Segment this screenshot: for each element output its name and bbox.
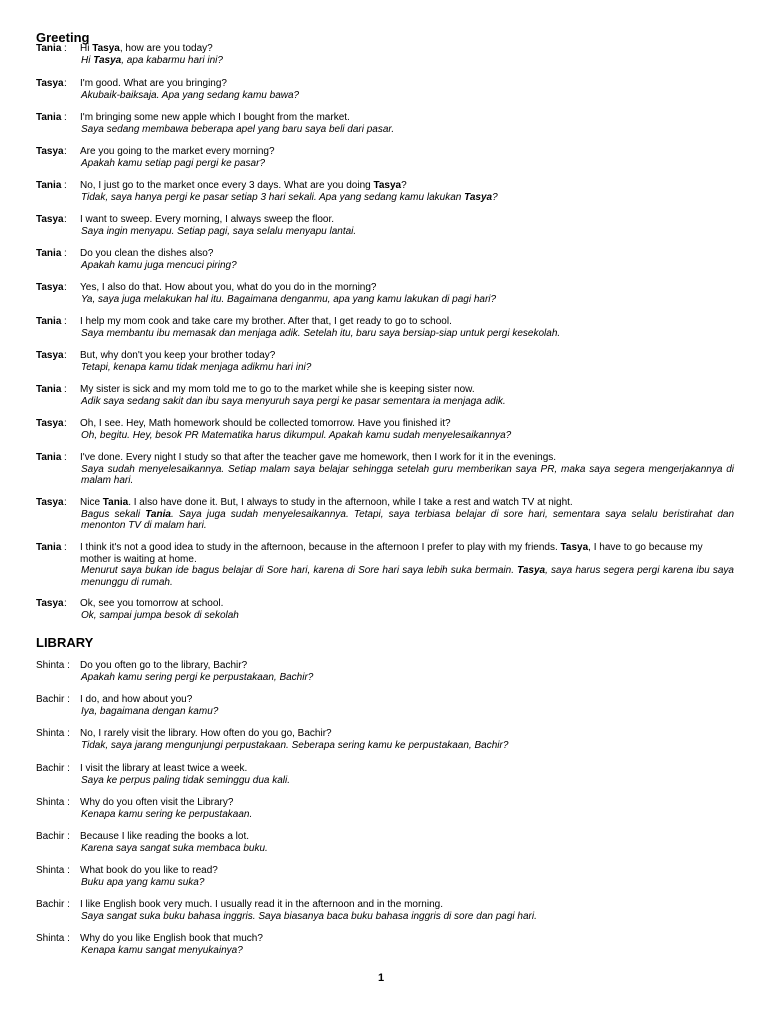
dialogue-line: I like English book very much. I usually read it in the afternoon and in the morning. [80, 899, 443, 910]
speaker-name: Shinta : [36, 797, 70, 808]
dialogue-translation: Ok, sampai jumpa besok di sekolah [81, 609, 239, 621]
dialogue-translation: Saya sangat suka buku bahasa inggris. Saya biasanya baca buku bahasa inggris di sore dan pagi hari. [81, 910, 537, 922]
section-heading-library: LIBRARY [36, 635, 94, 650]
dialogue-entry [36, 350, 734, 373]
dialogue-translation: Kenapa kamu sering ke perpustakaan. [81, 808, 253, 820]
dialogue-translation: Adik saya sedang sakit dan ibu saya menyuruh saya pergi ke pasar sementara ia menjaga adik. [81, 395, 506, 407]
dialogue-entry [36, 418, 734, 441]
dialogue-line: I visit the library at least twice a week. [80, 763, 248, 774]
dialogue-entry [36, 78, 734, 101]
dialogue-line: But, why don't you keep your brother today? [80, 350, 276, 361]
speaker-name: Bachir : [36, 899, 70, 910]
dialogue-line: My sister is sick and my mom told me to go to the market while she is keeping sister now. [80, 384, 475, 395]
dialogue-translation: Hi Tasya, apa kabarmu hari ini? [81, 54, 223, 66]
speaker-name: Tania [36, 112, 62, 123]
dialogue-line: No, I rarely visit the library. How often do you go, Bachir? [80, 728, 332, 739]
speaker-colon: : [64, 180, 67, 191]
dialogue-translation: Apakah kamu setiap pagi pergi ke pasar? [81, 157, 266, 169]
speaker-colon: : [64, 497, 67, 508]
dialogue-line: Ok, see you tomorrow at school. [80, 598, 224, 609]
dialogue-entry [36, 497, 734, 532]
speaker-colon: : [64, 282, 67, 293]
dialogue-line: Are you going to the market every morning? [80, 146, 275, 157]
dialogue-line: I do, and how about you? [80, 694, 193, 705]
speaker-name: Tasya [36, 598, 64, 609]
section-heading-greeting: Greeting [36, 30, 90, 45]
speaker-colon: : [64, 542, 67, 553]
speaker-name: Shinta : [36, 660, 70, 671]
speaker-name: Tania [36, 43, 62, 54]
speaker-colon: : [64, 452, 67, 463]
dialogue-entry [36, 865, 734, 888]
speaker-name: Tasya [36, 282, 64, 293]
dialogue-entry [36, 598, 734, 621]
dialogue-entry [36, 112, 734, 135]
dialogue-line: Why do you like English book that much? [80, 933, 263, 944]
speaker-name: Tasya [36, 497, 64, 508]
dialogue-entry [36, 797, 734, 820]
dialogue-entry [36, 43, 734, 66]
dialogue-translation: Bagus sekali Tania. Saya juga sudah menyelesaikannya. Tetapi, saya terbiasa belajar di sore hari, sementara saya selalu beristirahat dan menonton TV di malam hari. [81, 508, 735, 531]
dialogue-translation: Saya membantu ibu memasak dan menjaga adik. Setelah itu, baru saya bersiap-siap untuk pergi kesekolah. [81, 327, 561, 339]
dialogue-line: No, I just go to the market once every 3 days. What are you doing Tasya? [80, 180, 407, 191]
dialogue-translation: Tidak, saya jarang mengunjungi perpustakaan. Seberapa sering kamu ke perpustakaan, Bachir? [81, 739, 509, 751]
dialogue-entry [36, 214, 734, 237]
dialogue-translation: Iya, bagaimana dengan kamu? [81, 705, 219, 717]
speaker-colon: : [64, 43, 67, 54]
dialogue-line: Do you clean the dishes also? [80, 248, 214, 259]
dialogue-line: I've done. Every night I study so that after the teacher gave me homework, then I work for it in the evenings. [80, 452, 557, 463]
dialogue-entry [36, 660, 734, 683]
dialogue-translation: Buku apa yang kamu suka? [81, 876, 205, 888]
speaker-colon: : [64, 214, 67, 225]
dialogue-entry [36, 694, 734, 717]
dialogue-entry [36, 831, 734, 854]
speaker-name: Tasya [36, 146, 64, 157]
dialogue-entry [36, 248, 734, 271]
speaker-colon: : [64, 146, 67, 157]
dialogue-translation: Saya sudah menyelesaikannya. Setiap malam saya belajar sehingga setelah guru memberikan saya PR, maka saya segera mengerjakannya di malam hari. [81, 463, 734, 486]
dialogue-line: What book do you like to read? [80, 865, 218, 876]
speaker-name: Tasya [36, 214, 64, 225]
speaker-name: Bachir : [36, 831, 70, 842]
dialogue-line: I'm good. What are you bringing? [80, 78, 227, 89]
dialogue-translation: Apakah kamu juga mencuci piring? [81, 259, 237, 271]
dialogue-translation: Karena saya sangat suka membaca buku. [81, 842, 268, 854]
dialogue-translation: Tidak, saya hanya pergi ke pasar setiap 3 hari sekali. Apa yang sedang kamu lakukan Tasya? [81, 191, 498, 203]
speaker-name: Bachir : [36, 694, 70, 705]
speaker-name: Tania [36, 180, 62, 191]
dialogue-line: Nice Tania. I also have done it. But, I always to study in the afternoon, while I take a rest and watch TV at night. [80, 497, 573, 508]
dialogue-translation: Saya ingin menyapu. Setiap pagi, saya selalu menyapu lantai. [81, 225, 357, 237]
dialogue-translation: Kenapa kamu sangat menyukainya? [81, 944, 243, 956]
dialogue-translation: Apakah kamu sering pergi ke perpustakaan, Bachir? [81, 671, 314, 683]
speaker-colon: : [64, 316, 67, 327]
dialogue-entry [36, 146, 734, 169]
speaker-name: Tasya [36, 350, 64, 361]
dialogue-line: Hi Tasya, how are you today? [80, 43, 213, 54]
speaker-name: Tania [36, 384, 62, 395]
speaker-colon: : [64, 350, 67, 361]
dialogue-entry [36, 452, 734, 487]
dialogue-line: Yes, I also do that. How about you, what do you do in the morning? [80, 282, 377, 293]
dialogue-translation: Saya ke perpus paling tidak seminggu dua kali. [81, 774, 291, 786]
dialogue-line: I want to sweep. Every morning, I always sweep the floor. [80, 214, 335, 225]
speaker-colon: : [64, 78, 67, 89]
dialogue-line: Do you often go to the library, Bachir? [80, 660, 248, 671]
dialogue-entry [36, 899, 734, 922]
dialogue-translation: Menurut saya bukan ide bagus belajar di Sore hari, karena di Sore hari saya lebih suka bermain. Tasya, saya harus segera pergi karena ibu saya menunggu di rumah. [81, 565, 734, 588]
dialogue-translation: Tetapi, kenapa kamu tidak menjaga adikmu hari ini? [81, 361, 312, 373]
speaker-colon: : [64, 384, 67, 395]
speaker-name: Shinta : [36, 933, 70, 944]
speaker-name: Tania [36, 316, 62, 327]
dialogue-entry [36, 180, 734, 203]
dialogue-line: I'm bringing some new apple which I bought from the market. [80, 112, 350, 123]
dialogue-line: I help my mom cook and take care my brother. After that, I get ready to go to school. [80, 316, 452, 327]
speaker-name: Tasya [36, 418, 64, 429]
dialogue-line: Why do you often visit the Library? [80, 797, 234, 808]
speaker-colon: : [64, 248, 67, 259]
speaker-name: Shinta : [36, 865, 70, 876]
speaker-name: Shinta : [36, 728, 70, 739]
page-number: 1 [378, 972, 385, 984]
speaker-name: Bachir : [36, 763, 70, 774]
speaker-name: Tania [36, 542, 62, 553]
dialogue-entry [36, 282, 734, 305]
dialogue-entry [36, 763, 734, 786]
dialogue-entry [36, 384, 734, 407]
dialogue-translation: Ya, saya juga melakukan hal itu. Bagaimana denganmu, apa yang kamu lakukan di pagi hari? [81, 293, 497, 305]
speaker-name: Tasya [36, 78, 64, 89]
speaker-colon: : [64, 418, 67, 429]
speaker-colon: : [64, 598, 67, 609]
dialogue-translation: Saya sedang membawa beberapa apel yang baru saya beli dari pasar. [81, 123, 395, 135]
dialogue-translation: Akubaik-baiksaja. Apa yang sedang kamu bawa? [81, 89, 300, 101]
dialogue-entry [36, 542, 734, 588]
dialogue-entry [36, 316, 734, 339]
speaker-name: Tania [36, 452, 62, 463]
speaker-colon: : [64, 112, 67, 123]
dialogue-translation: Oh, begitu. Hey, besok PR Matematika harus dikumpul. Apakah kamu sudah menyelesaikannya? [81, 429, 512, 441]
speaker-name: Tania [36, 248, 62, 259]
dialogue-line: I think it's not a good idea to study in the afternoon, because in the afternoon I prefer to play with my friends. Tasya, I have to go because my mother is waiting at home. [80, 542, 703, 565]
dialogue-entry [36, 728, 734, 751]
dialogue-line: Oh, I see. Hey, Math homework should be collected tomorrow. Have you finished it? [80, 418, 451, 429]
dialogue-line: Because I like reading the books a lot. [80, 831, 249, 842]
dialogue-entry [36, 933, 734, 956]
